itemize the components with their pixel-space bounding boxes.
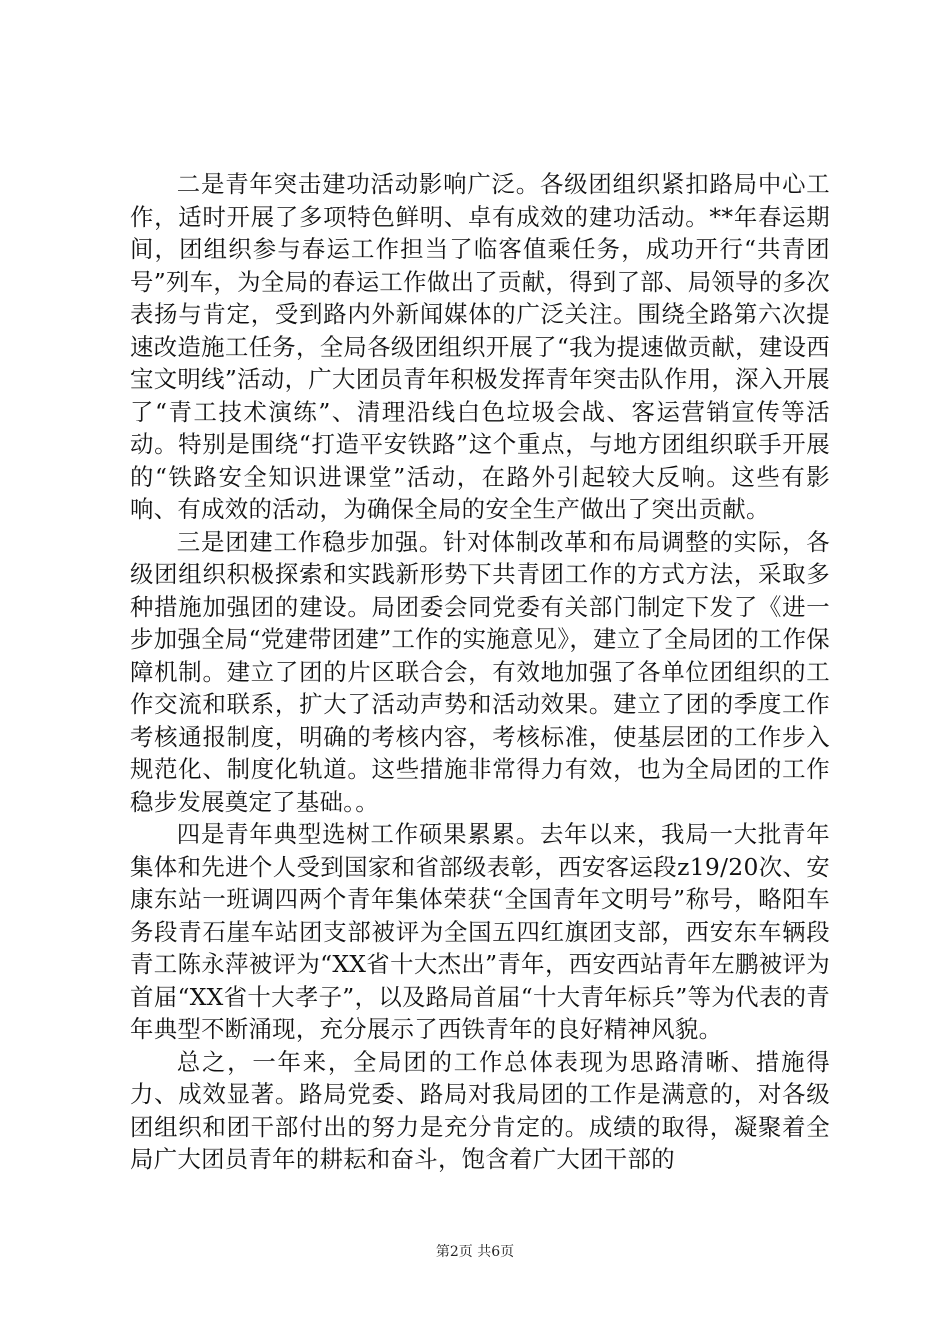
document-body	[130, 168, 830, 1176]
paragraph-summary: 总之，一年来，全局团的工作总体表现为思路清晰、措施得力、成效显著。路局党委、路局对我局团的工作是满意的，对各级团组织和团干部付出的努力是充分肯定的。成绩的取得，凝聚着全局广大团员青年的耕耘和奋斗，饱含着广大团干部的	[130, 1047, 830, 1173]
paragraph-league-building: 三是团建工作稳步加强。针对体制改革和布局调整的实际，各级团组织积极探索和实践新形势下共青团工作的方式方法，采取多种措施加强团的建设。局团委会同党委有关部门制定下发了《进一步加强全局“党建带团建”工作的实施意见》，建立了全局团的工作保障机制。建立了团的片区联合会，有效地加强了各单位团组织的工作交流和联系，扩大了活动声势和活动效果。建立了团的季度工作考核通报制度，明确的考核内容，考核标准，使基层团的工作步入规范化、制度化轨道。这些措施非常得力有效，也为全局团的工作稳步发展奠定了基础。。	[130, 527, 830, 816]
page-number-footer: 第2页 共6页	[435, 1244, 515, 1260]
paragraph-youth-models: 四是青年典型选树工作硕果累累。去年以来，我局一大批青年集体和先进个人受到国家和省部级表彰，西安客运段z19/20次、安康东站一班调四两个青年集体荣获“全国青年文明号”称号，略阳车务段青石崖车站团支部被评为全国五四红旗团支部，西安东车辆段青工陈永萍被评为“XX省十大杰出”青年，西安西站青年左鹏被评为首届“XX省十大孝子”，以及路局首届“十大青年标兵”等为代表的青年典型不断涌现，充分展示了西铁青年的良好精神风貌。	[130, 820, 830, 1043]
paragraph-youth-commando: 二是青年突击建功活动影响广泛。各级团组织紧扣路局中心工作，适时开展了多项特色鲜明、卓有成效的建功活动。**年春运期间，团组织参与春运工作担当了临客值乘任务，成功开行“共青团号”列车，为全局的春运工作做出了贡献，得到了部、局领导的多次表扬与肯定，受到路内外新闻媒体的广泛关注。围绕全路第六次提速改造施工任务，全局各级团组织开展了“我为提速做贡献，建设西宝文明线”活动，广大团员青年积极发挥青年突击队作用，深入开展了“青工技术演练”、清理沿线白色垃圾会战、客运营销宣传等活动。特别是围绕“打造平安铁路”这个重点，与地方团组织联手开展的“铁路安全知识进课堂”活动，在路外引起较大反响。这些有影响、有成效的活动，为确保全局的安全生产做出了突出贡献。	[130, 170, 830, 523]
